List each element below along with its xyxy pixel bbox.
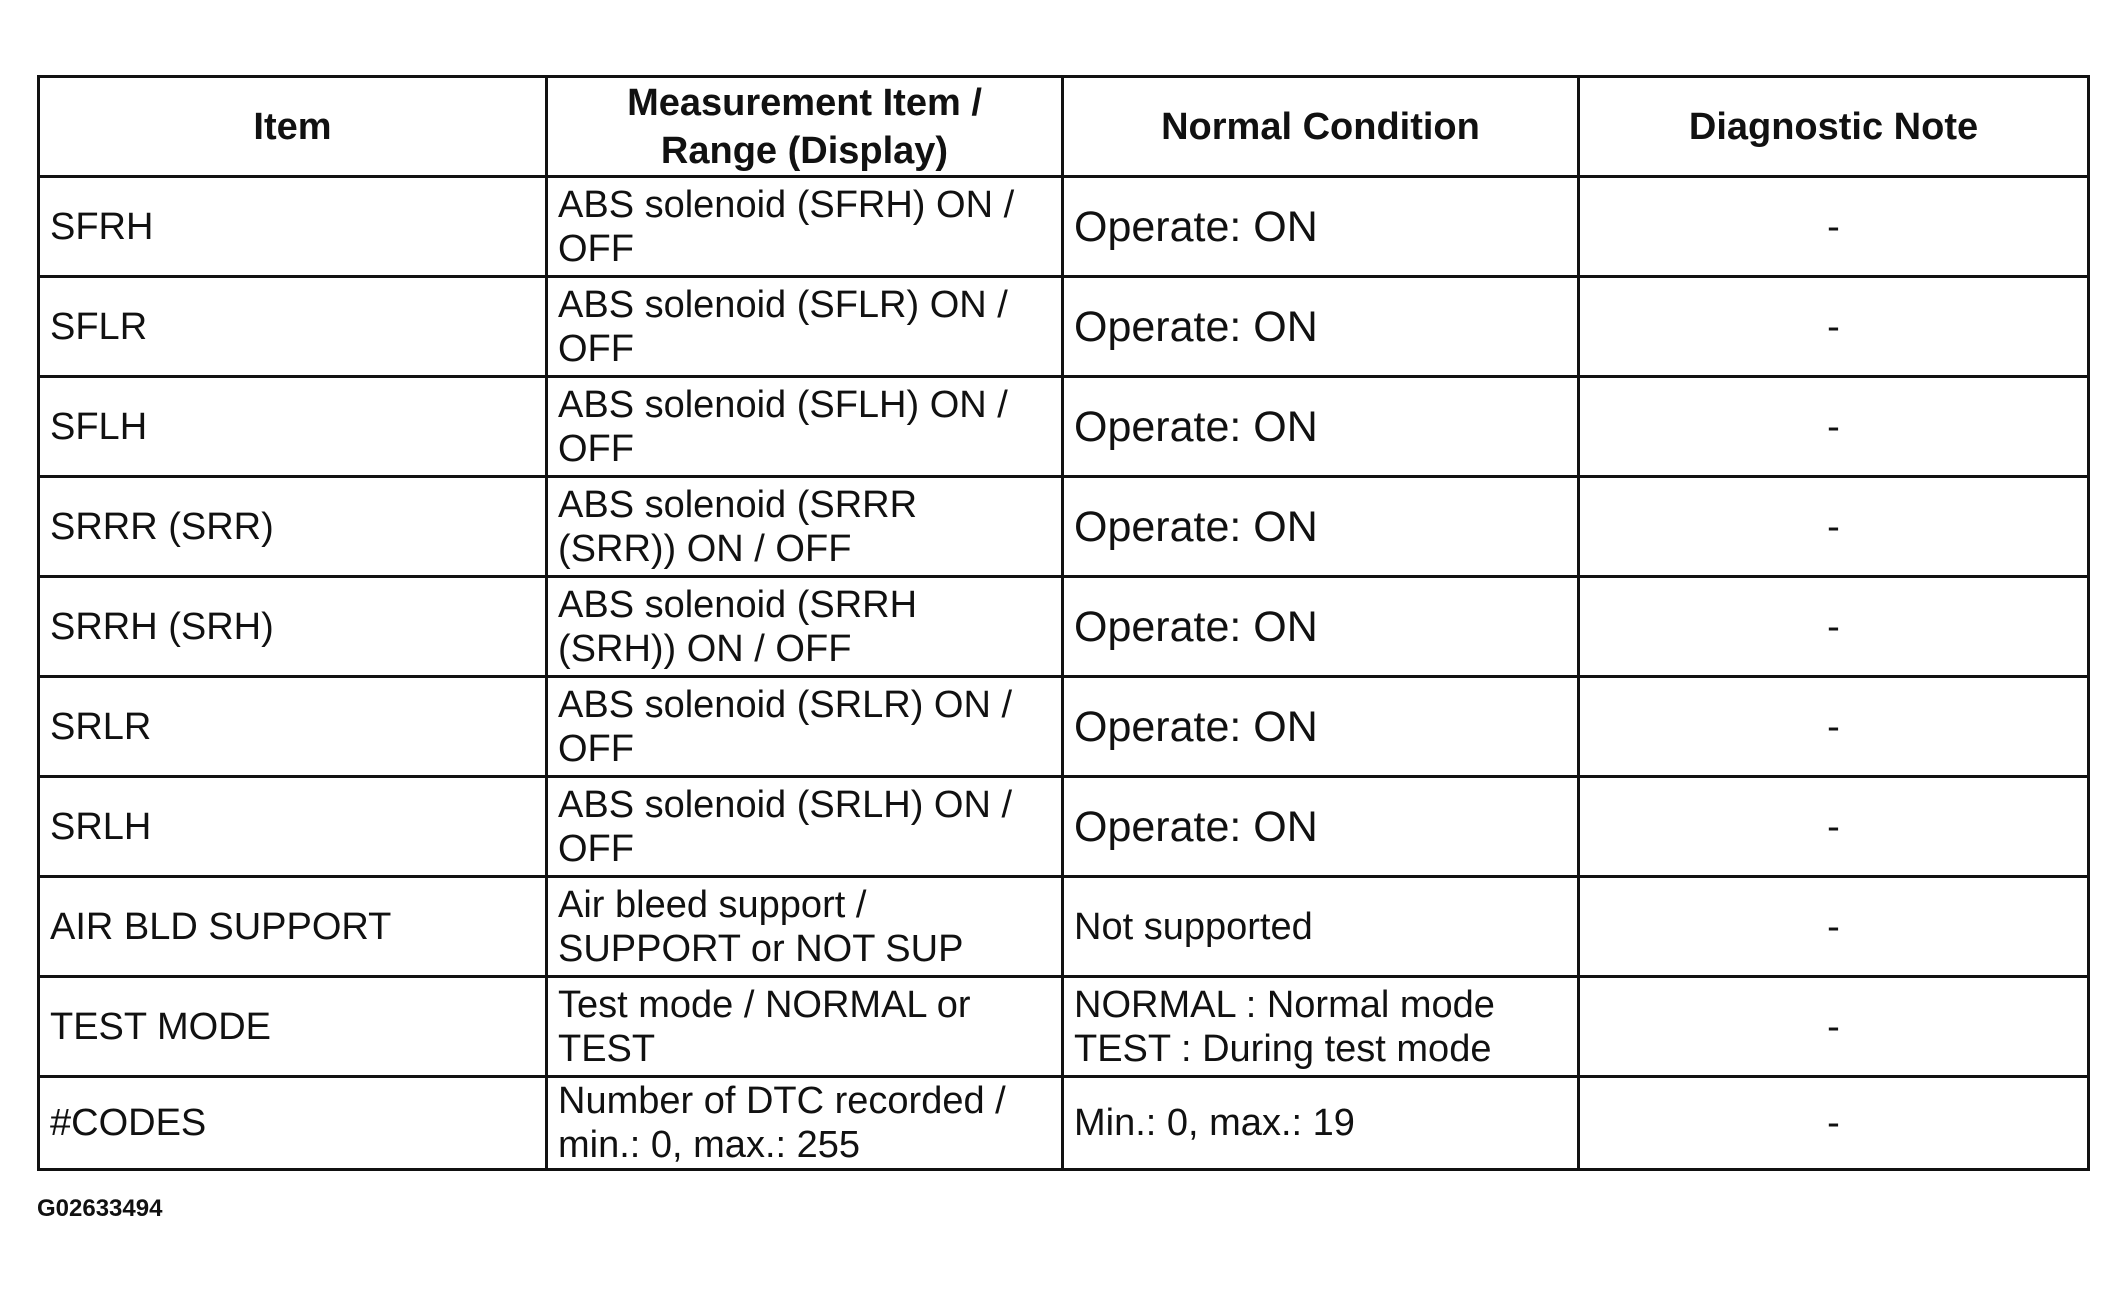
cell-measurement: Number of DTC recorded / min.: 0, max.: 255 [547,1077,1063,1170]
cell-item: SRLH [39,777,547,877]
cell-measurement: Air bleed support / SUPPORT or NOT SUP [547,877,1063,977]
cell-normal-condition: Operate: ON [1063,277,1579,377]
table-row [39,377,2089,477]
table-row [39,477,2089,577]
cell-diagnostic-note: - [1579,677,2089,777]
cell-diagnostic-note: - [1579,577,2089,677]
cell-diagnostic-note: - [1579,877,2089,977]
cell-measurement: ABS solenoid (SFLH) ON / OFF [547,377,1063,477]
cell-normal-condition: Not supported [1063,877,1579,977]
cell-normal-condition: NORMAL : Normal mode TEST : During test mode [1063,977,1579,1077]
cell-item: SFLR [39,277,547,377]
cell-measurement: ABS solenoid (SRLH) ON / OFF [547,777,1063,877]
cell-item: AIR BLD SUPPORT [39,877,547,977]
cell-item: SRRH (SRH) [39,577,547,677]
cell-item: SRRR (SRR) [39,477,547,577]
cell-normal-condition: Min.: 0, max.: 19 [1063,1077,1579,1170]
data-list-table [37,75,2090,1171]
cell-measurement: ABS solenoid (SFLR) ON / OFF [547,277,1063,377]
table-row [39,877,2089,977]
cell-normal-condition: Operate: ON [1063,477,1579,577]
cell-measurement: ABS solenoid (SRRH (SRH)) ON / OFF [547,577,1063,677]
cell-normal-condition: Operate: ON [1063,577,1579,677]
header-normal-condition: Normal Condition [1063,77,1579,177]
cell-diagnostic-note: - [1579,977,2089,1077]
cell-normal-condition: Operate: ON [1063,677,1579,777]
cell-item: TEST MODE [39,977,547,1077]
cell-item: SRLR [39,677,547,777]
table-row [39,677,2089,777]
cell-normal-condition: Operate: ON [1063,177,1579,277]
cell-measurement: ABS solenoid (SRLR) ON / OFF [547,677,1063,777]
cell-item: #CODES [39,1077,547,1170]
cell-diagnostic-note: - [1579,177,2089,277]
header-measurement: Measurement Item / Range (Display) [547,77,1063,177]
cell-item: SFLH [39,377,547,477]
table-row [39,977,2089,1077]
cell-normal-condition: Operate: ON [1063,377,1579,477]
cell-diagnostic-note: - [1579,1077,2089,1170]
table-header-row [39,77,2089,177]
table-row [39,1077,2089,1170]
header-diagnostic-note: Diagnostic Note [1579,77,2089,177]
table-row [39,177,2089,277]
diagnostic-table-container [37,75,2087,1171]
table-row [39,277,2089,377]
cell-item: SFRH [39,177,547,277]
cell-measurement: Test mode / NORMAL or TEST [547,977,1063,1077]
header-item: Item [39,77,547,177]
figure-id-label: G02633494 [37,1195,163,1222]
cell-diagnostic-note: - [1579,277,2089,377]
cell-normal-condition: Operate: ON [1063,777,1579,877]
table-row [39,577,2089,677]
cell-diagnostic-note: - [1579,377,2089,477]
table-row [39,777,2089,877]
cell-diagnostic-note: - [1579,477,2089,577]
cell-diagnostic-note: - [1579,777,2089,877]
cell-measurement: ABS solenoid (SRRR (SRR)) ON / OFF [547,477,1063,577]
cell-measurement: ABS solenoid (SFRH) ON / OFF [547,177,1063,277]
